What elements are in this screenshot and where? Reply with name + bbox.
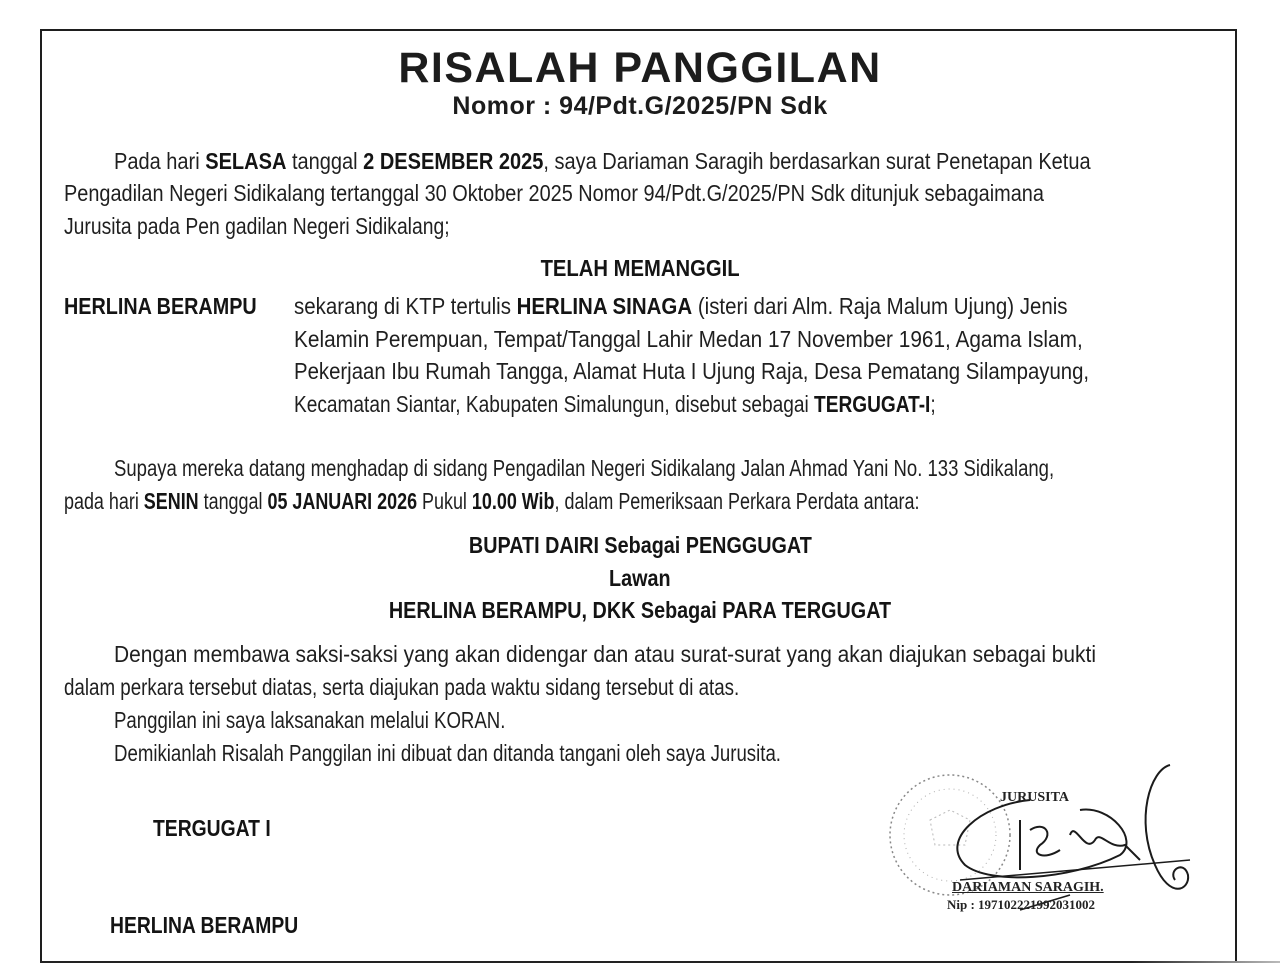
defendant-label [153,815,293,842]
text: Kelamin Perempuan, Tempat/Tanggal Lahir Medan 17 November 1961, Agama Islam, [294,326,1083,352]
party-line-1 [294,291,1163,321]
signer-title: JURUSITA [1000,790,1069,805]
day-emphasis: SELASA [205,148,287,174]
hearing-line-2 [64,486,1161,516]
text: (isteri dari Alm. Raja Malum Ujung) Jenis [692,293,1068,319]
opening-line-1 [114,146,1237,176]
defendant-role: TERGUGAT-I [814,391,931,417]
text: Supaya mereka datang menghadap di sidang Pengadilan Negeri Sidikalang Jalan Ahmad Yani No. 133 Sidikalang, [114,455,1055,481]
text: tanggal [198,488,268,514]
ktp-name: HERLINA SINAGA [516,293,693,319]
text: tanggal [286,148,364,174]
text: BUPATI DAIRI Sebagai PENGGUGAT [468,532,812,558]
defendant-name [110,912,334,939]
hearing-time: 10.00 Wib [471,488,555,514]
text: Pukul [417,488,472,514]
summoned-heading [0,253,1280,283]
text: Pada hari [114,148,206,174]
document-number: Nomor : 94/Pdt.G/2025/PN Sdk [452,92,828,120]
text: ; [930,391,936,417]
party-name-label [64,291,288,321]
text: Demikianlah Risalah Panggilan ini dibuat dan ditanda tangani oleh saya Jurusita. [114,740,781,766]
text: HERLINA BERAMPU [110,912,299,938]
party-name: HERLINA BERAMPU [64,293,257,319]
text: dalam perkara tersebut diatas, serta diajukan pada waktu sidang tersebut di atas. [64,674,740,700]
text: , saya Dariaman Saragih berdasarkan surat Penetapan Ketua [543,148,1091,174]
versus-line [0,563,1280,593]
closing-line-4 [114,738,937,768]
text: Kecamatan Siantar, Kabupaten Simalungun, disebut sebagai [294,391,815,417]
signer-name: DARIAMAN SARAGIH. [952,880,1104,895]
opening-line-3 [64,211,523,241]
text: Lawan [609,565,671,591]
party-line-3 [294,356,1192,386]
hearing-line-1 [114,453,1280,483]
text: Pekerjaan Ibu Rumah Tangga, Alamat Huta I Ujung Raja, Desa Pematang Silampayung, [294,358,1090,384]
text: TERGUGAT I [153,815,271,841]
text: TELAH MEMANGGIL [540,255,740,281]
text: HERLINA BERAMPU, DKK Sebagai PARA TERGUGAT [388,597,892,623]
text: Panggilan ini saya laksanakan melalui KORAN. [114,707,506,733]
text: pada hari [64,488,144,514]
closing-line-1 [114,639,1193,669]
text: Jurusita pada Pen gadilan Negeri Sidikalang; [64,213,450,239]
document-title: RISALAH PANGGILAN [398,44,882,92]
date-emphasis: 2 DESEMBER 2025 [363,148,544,174]
signer-nip: Nip : 197102221992031002 [947,897,1096,912]
party-line-2 [294,324,1166,354]
party-line-4 [294,389,1067,419]
closing-line-2 [64,672,893,702]
closing-line-3 [114,705,597,735]
hearing-date: 05 JANUARI 2026 [267,488,418,514]
text: sekarang di KTP tertulis [294,293,517,319]
plaintiff-line [0,530,1280,560]
bottom-rule [40,961,1280,963]
text: , dalam Pemeriksaan Perkara Perdata antara: [554,488,920,514]
opening-line-2 [64,178,1197,208]
text: Dengan membawa saksi-saksi yang akan didengar dan atau surat-surat yang akan diajukan sebagai bukti [114,641,1096,667]
hearing-day: SENIN [143,488,199,514]
text: Pengadilan Negeri Sidikalang tertanggal 30 Oktober 2025 Nomor 94/Pdt.G/2025/PN Sdk ditunjuk sebagaimana [64,180,1044,206]
defendants-line [0,595,1280,625]
